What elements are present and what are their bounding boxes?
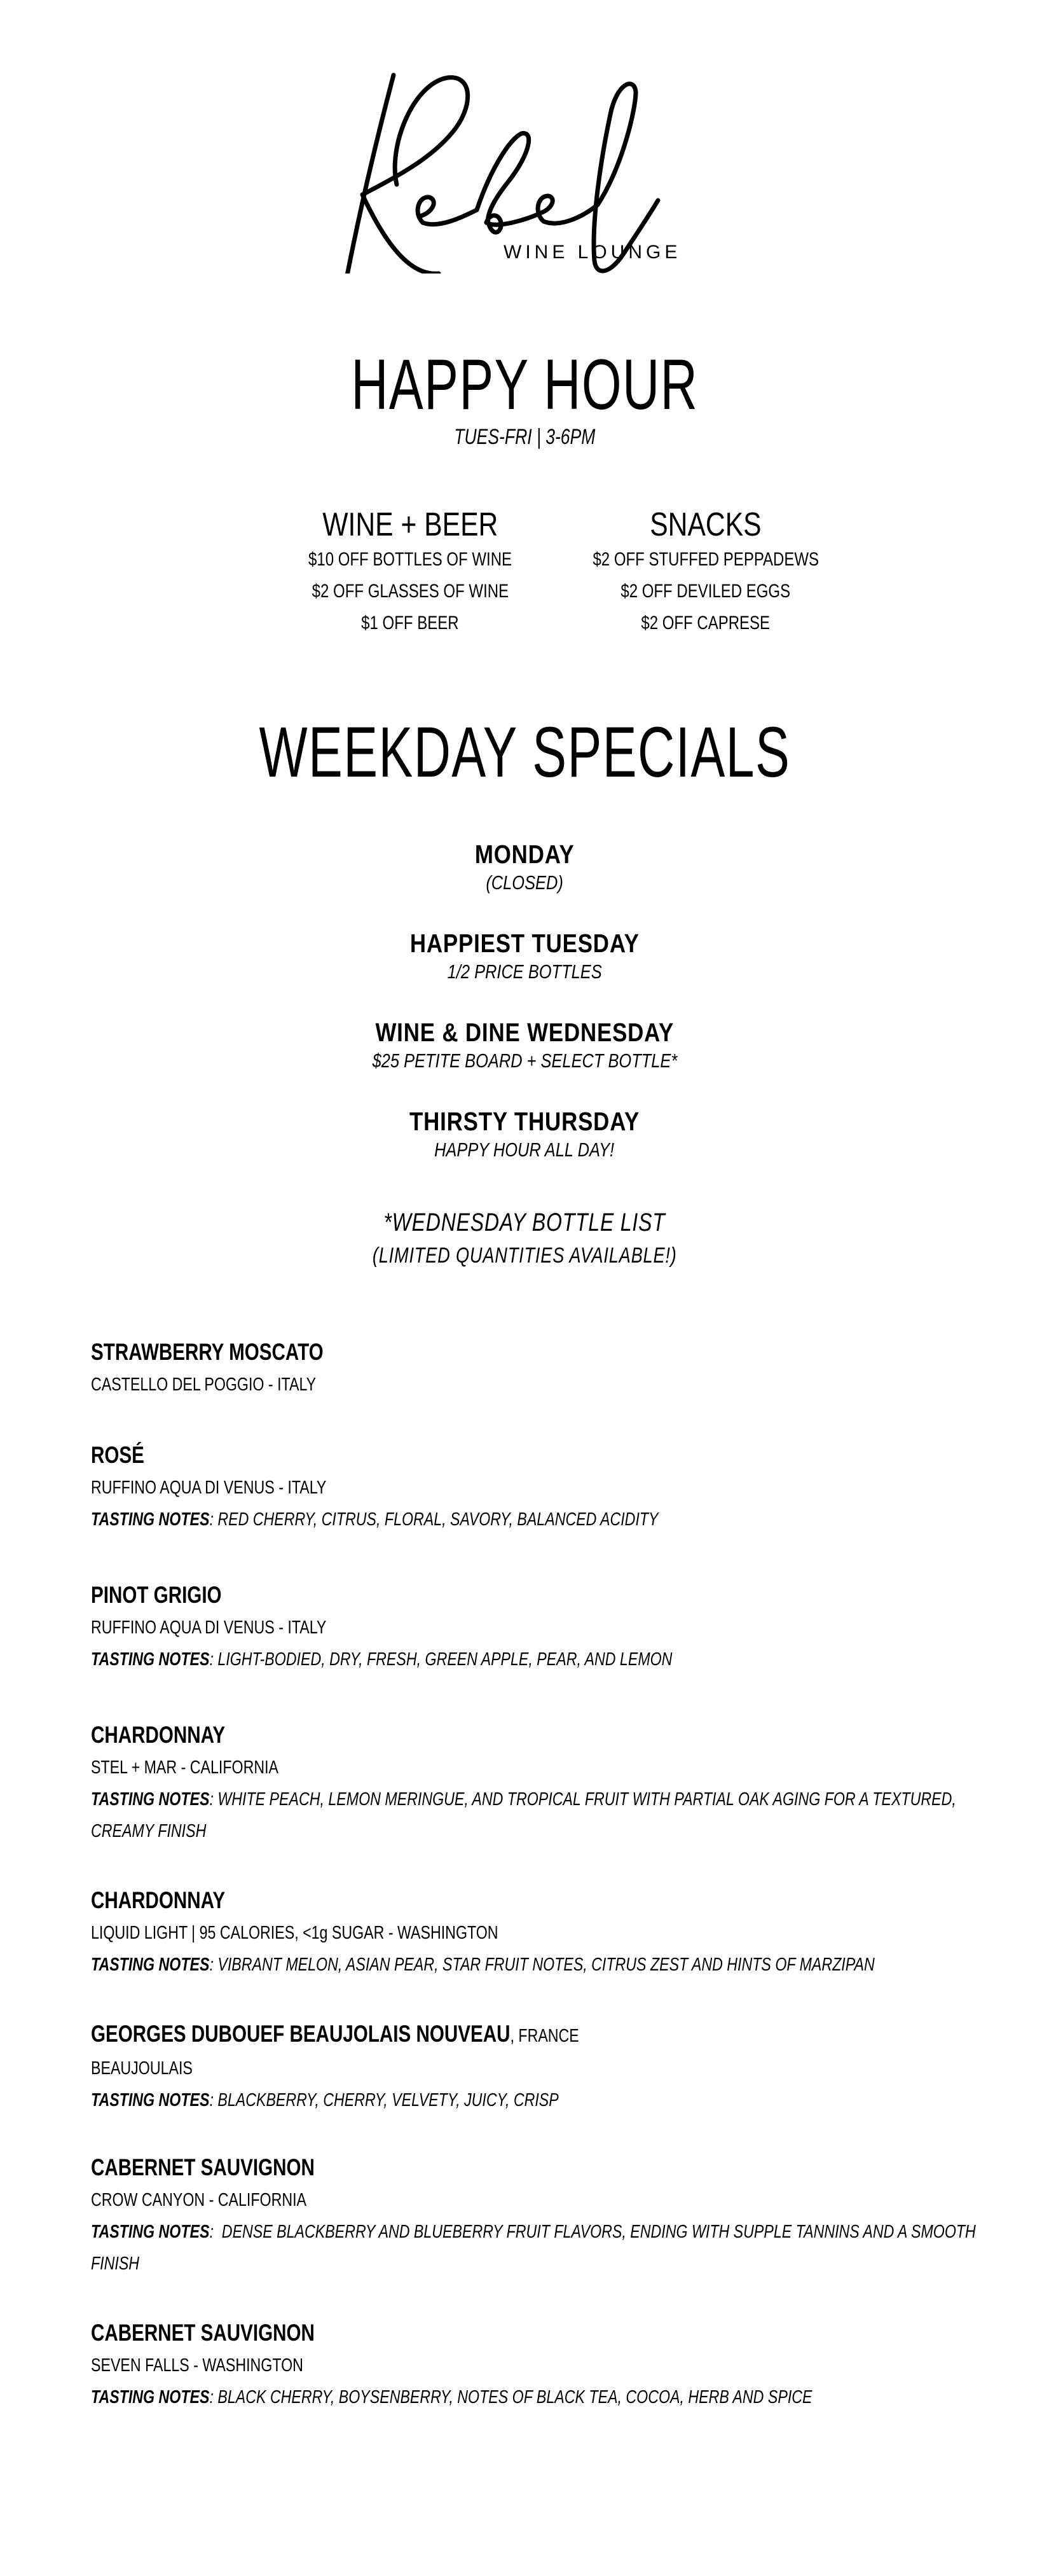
snacks-item: $2 OFF CAPRESE xyxy=(641,613,771,634)
day-name: MONDAY xyxy=(474,840,575,869)
snacks-item: $2 OFF DEVILED EGGS xyxy=(620,581,791,602)
wine-name: ROSÉ xyxy=(91,1442,144,1468)
day-name: WINE & DINE WEDNESDAY xyxy=(375,1018,674,1047)
wine-tasting-notes: TASTING NOTES: RED CHERRY, CITRUS, FLORAL, SAVORY, BALANCED ACIDITY xyxy=(91,1509,659,1530)
day-special-tuesday xyxy=(0,927,1049,985)
wine-beer-column xyxy=(277,506,544,639)
bottle-list-title: *WEDNESDAY BOTTLE LIST xyxy=(383,1208,666,1236)
day-special-thursday xyxy=(0,1105,1049,1163)
bottle-list-subtitle: (LIMITED QUANTITIES AVAILABLE!) xyxy=(372,1243,677,1268)
wine-item xyxy=(91,1884,981,1981)
wine-producer: CASTELLO DEL POGGIO - ITALY xyxy=(91,1375,317,1395)
wine-name: CABERNET SAUVIGNON xyxy=(91,2320,315,2346)
wine-name: STRAWBERRY MOSCATO xyxy=(91,1339,324,1365)
wine-producer: SEVEN FALLS - WASHINGTON xyxy=(91,2355,303,2376)
logo xyxy=(343,70,712,274)
wine-region: , FRANCE xyxy=(510,2026,579,2046)
logo-subtitle: WINE LOUNGE xyxy=(504,242,682,263)
wine-beer-heading: WINE + BEER xyxy=(322,506,498,543)
day-special-wednesday xyxy=(0,1016,1049,1074)
wine-producer: LIQUID LIGHT | 95 CALORIES, <1g SUGAR - WASHINGTON xyxy=(91,1923,498,1943)
day-special-monday xyxy=(0,838,1049,896)
wine-tasting-notes: TASTING NOTES: WHITE PEACH, LEMON MERINGUE, AND TROPICAL FRUIT WITH PARTIAL OAK AGING FOR A TEXTURED, CREAMY FINISH xyxy=(91,1789,956,1841)
day-name: THIRSTY THURSDAY xyxy=(409,1107,640,1136)
wine-tasting-notes: TASTING NOTES: DENSE BLACKBERRY AND BLUEBERRY FRUIT FLAVORS, ENDING WITH SUPPLE TANNINS AND A SMOOTH FINISH xyxy=(91,2222,976,2274)
wine-tasting-notes: TASTING NOTES: LIGHT-BODIED, DRY, FRESH, GREEN APPLE, PEAR, AND LEMON xyxy=(91,1649,673,1670)
happy-hour-schedule: TUES-FRI | 3-6PM xyxy=(453,425,596,449)
wine-item xyxy=(91,2018,981,2116)
wine-beer-item: $10 OFF BOTTLES OF WINE xyxy=(308,549,512,570)
wine-name: PINOT GRIGIO xyxy=(91,1582,222,1608)
wine-beer-item: $1 OFF BEER xyxy=(361,613,459,634)
happy-hour-title: HAPPY HOUR xyxy=(350,345,699,424)
day-desc: HAPPY HOUR ALL DAY! xyxy=(434,1139,615,1161)
wine-producer: RUFFINO AQUA DI VENUS - ITALY xyxy=(91,1617,327,1638)
wine-name: GEORGES DUBOUEF BEAUJOLAIS NOUVEAU, FRANCE xyxy=(91,2021,579,2047)
wine-name: CABERNET SAUVIGNON xyxy=(91,2154,315,2180)
snacks-heading: SNACKS xyxy=(650,506,762,543)
snacks-item: $2 OFF STUFFED PEPPADEWS xyxy=(593,549,819,570)
day-desc: (CLOSED) xyxy=(486,871,563,894)
day-desc: $25 PETITE BOARD + SELECT BOTTLE* xyxy=(372,1049,677,1072)
wine-producer: CROW CANYON - CALIFORNIA xyxy=(91,2190,306,2210)
wine-tasting-notes: TASTING NOTES: BLACK CHERRY, BOYSENBERRY, NOTES OF BLACK TEA, COCOA, HERB AND SPICE xyxy=(91,2387,812,2407)
day-name: HAPPIEST TUESDAY xyxy=(409,929,640,958)
wine-item xyxy=(91,1336,981,1401)
snacks-column xyxy=(559,506,852,639)
wine-name: CHARDONNAY xyxy=(91,1887,226,1913)
wine-producer: BEAUJOULAIS xyxy=(91,2058,193,2079)
day-desc: 1/2 PRICE BOTTLES xyxy=(447,960,602,983)
wine-item xyxy=(91,1579,981,1675)
weekday-specials-title: WEEKDAY SPECIALS xyxy=(259,712,790,792)
wine-item xyxy=(91,2151,981,2280)
wine-producer: STEL + MAR - CALIFORNIA xyxy=(91,1757,278,1778)
wine-item xyxy=(91,1719,981,1847)
wine-tasting-notes: TASTING NOTES: VIBRANT MELON, ASIAN PEAR, STAR FRUIT NOTES, CITRUS ZEST AND HINTS OF MARZIPAN xyxy=(91,1955,875,1975)
wine-producer: RUFFINO AQUA DI VENUS - ITALY xyxy=(91,1478,327,1498)
wine-item xyxy=(91,2316,981,2413)
wine-item xyxy=(91,1439,981,1535)
wine-tasting-notes: TASTING NOTES: BLACKBERRY, CHERRY, VELVETY, JUICY, CRISP xyxy=(91,2090,559,2110)
wine-beer-item: $2 OFF GLASSES OF WINE xyxy=(312,581,509,602)
wine-name: CHARDONNAY xyxy=(91,1722,226,1748)
